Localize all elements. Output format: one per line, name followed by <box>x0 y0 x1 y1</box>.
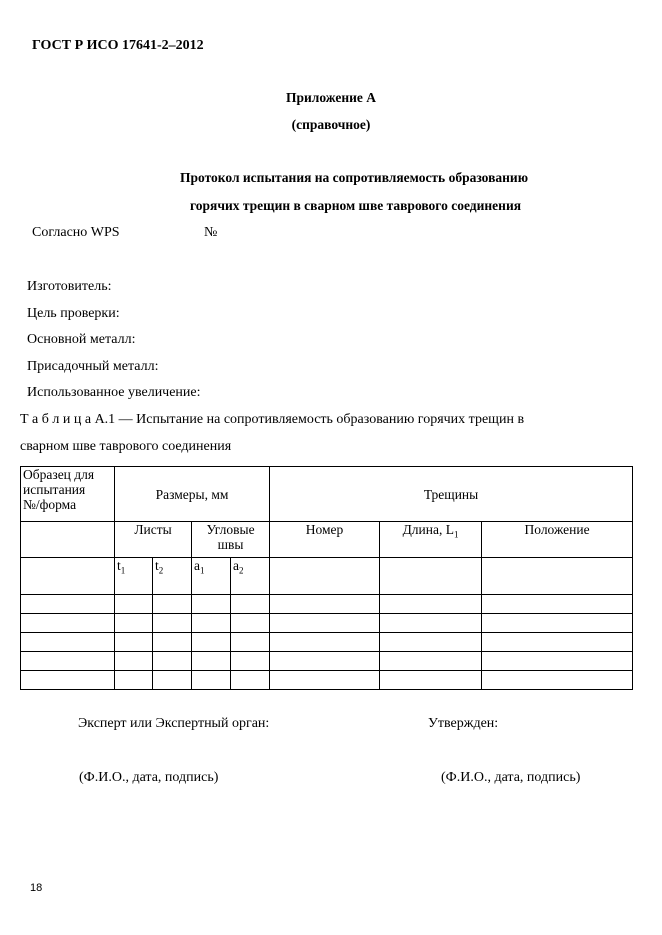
table-cell <box>270 671 380 690</box>
expert-label: Эксперт или Экспертный орган: <box>78 716 270 731</box>
table-row <box>21 595 633 614</box>
table-cell <box>482 614 633 633</box>
table-cell <box>153 652 192 671</box>
header-fillet-welds <box>192 522 270 558</box>
table-cell <box>21 671 115 690</box>
header-length <box>380 522 482 558</box>
table-cell <box>270 595 380 614</box>
header-t1-sub: 1 <box>120 565 126 576</box>
header-cracks: Трещины <box>270 467 633 522</box>
table-cell <box>192 652 231 671</box>
page-number: 18 <box>30 882 43 894</box>
header-length-text: Длина, L <box>402 522 454 537</box>
field-base-metal: Основной металл: <box>27 332 136 347</box>
table-cell <box>153 633 192 652</box>
header-a2 <box>231 558 270 595</box>
table-cell <box>231 595 270 614</box>
cell-empty <box>21 522 115 558</box>
table-cell <box>380 614 482 633</box>
table-cell <box>380 633 482 652</box>
cell-empty <box>270 558 380 595</box>
table-cell <box>270 614 380 633</box>
table-cell <box>153 614 192 633</box>
table-row <box>21 652 633 671</box>
standard-header: ГОСТ Р ИСО 17641-2–2012 <box>32 38 204 53</box>
table-cell <box>115 614 153 633</box>
table-cell <box>231 671 270 690</box>
header-t2 <box>153 558 192 595</box>
approved-label: Утвержден: <box>428 716 499 731</box>
table-cell <box>115 595 153 614</box>
table-caption-line1: Т а б л и ц а А.1 — Испытание на сопротивляемость образованию горячих трещин в <box>20 412 525 427</box>
header-dimensions: Размеры, мм <box>115 467 270 522</box>
header-a1 <box>192 558 231 595</box>
table-cell <box>192 614 231 633</box>
signature-fio-left: (Ф.И.О., дата, подпись) <box>79 770 219 785</box>
protocol-title-line1: Протокол испытания на сопротивляемость образованию <box>180 170 529 185</box>
table-cell <box>192 633 231 652</box>
table-cell <box>482 595 633 614</box>
table-cell <box>231 652 270 671</box>
table-cell <box>21 652 115 671</box>
table-cell <box>115 633 153 652</box>
header-number: Номер <box>270 522 380 558</box>
header-a1-sub: 1 <box>200 565 205 576</box>
table-cell <box>231 633 270 652</box>
table-cell <box>192 671 231 690</box>
table-cell <box>380 595 482 614</box>
header-sample <box>21 467 115 522</box>
wps-number-label: № <box>204 225 218 240</box>
table-cell <box>153 595 192 614</box>
protocol-title-line2: горячих трещин в сварном шве таврового соединения <box>190 198 522 213</box>
header-t1 <box>115 558 153 595</box>
header-t1-text: t <box>117 558 121 573</box>
table-cell <box>231 614 270 633</box>
table-cell <box>380 652 482 671</box>
annex-subtitle: (справочное) <box>291 117 371 132</box>
header-position: Положение <box>482 522 633 558</box>
header-fillet-line2: швы <box>217 537 244 552</box>
cell-empty <box>482 558 633 595</box>
table-row <box>21 614 633 633</box>
header-t2-text: t <box>155 558 159 573</box>
table-cell <box>21 595 115 614</box>
cell-empty <box>380 558 482 595</box>
header-sheets: Листы <box>115 522 192 558</box>
table-body-empty-rows <box>21 595 633 690</box>
table-cell <box>21 614 115 633</box>
cell-empty <box>21 558 115 595</box>
header-sample-line2: испытания <box>23 482 86 497</box>
wps-label: Согласно WPS <box>32 225 120 240</box>
table-cell <box>21 633 115 652</box>
table-cell <box>482 633 633 652</box>
table-cell <box>153 671 192 690</box>
table-cell <box>270 652 380 671</box>
table-cell <box>115 671 153 690</box>
table-cell <box>192 595 231 614</box>
table-cell <box>115 652 153 671</box>
field-manufacturer: Изготовитель: <box>27 279 112 294</box>
field-magnification: Использованное увеличение: <box>27 385 201 400</box>
table-cell <box>270 633 380 652</box>
signature-fio-right: (Ф.И.О., дата, подпись) <box>441 770 581 785</box>
header-fillet-line1: Угловые <box>206 522 255 537</box>
table-row <box>21 671 633 690</box>
table-cell <box>380 671 482 690</box>
hot-crack-test-table <box>20 466 633 690</box>
header-sample-line3: №/форма <box>23 497 77 512</box>
table-cell <box>482 652 633 671</box>
table-cell <box>482 671 633 690</box>
table-caption-line2: сварном шве таврового соединения <box>20 439 232 454</box>
header-a2-sub: 2 <box>239 565 244 576</box>
field-test-purpose: Цель проверки: <box>27 306 120 321</box>
header-a2-text: a <box>233 558 239 573</box>
table-row <box>21 633 633 652</box>
header-a1-text: a <box>194 558 200 573</box>
annex-title: Приложение А <box>285 90 377 105</box>
header-sample-line1: Образец для <box>23 467 95 482</box>
header-length-sub: 1 <box>453 529 459 540</box>
field-filler-metal: Присадочный металл: <box>27 359 159 374</box>
header-t2-sub: 2 <box>158 565 164 576</box>
